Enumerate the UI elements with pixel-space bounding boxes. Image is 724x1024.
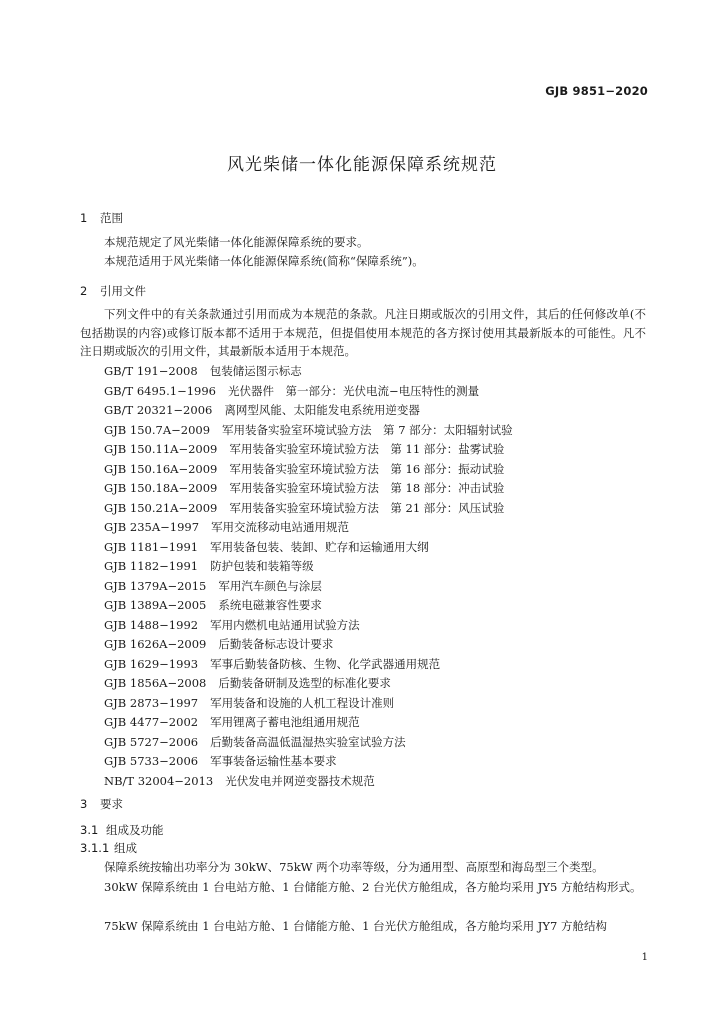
reference-item: [104, 694, 513, 714]
reference-name: 防护包装和装箱等级: [210, 559, 314, 573]
reference-code: GJB 235A−1997: [104, 520, 200, 534]
reference-name: 军用装备和设施的人机工程设计准则: [210, 695, 395, 710]
reference-name: 军用装备实验室环境试验方法 第 7 部分：太阳辐射试验: [222, 422, 513, 437]
reference-code: NB/T 32004−2013: [104, 773, 214, 788]
reference-name: 军用装备实验室环境试验方法 第 21 部分：风压试验: [229, 500, 505, 515]
reference-item: [104, 401, 513, 421]
document-title: 风光柴储一体化能源保障系统规范: [227, 155, 497, 175]
reference-item: [104, 655, 513, 675]
reference-name: 光伏发电并网逆变器技术规范: [225, 773, 375, 788]
reference-item: [104, 733, 513, 753]
reference-name: 后勤装备高温低温湿热实验室试验方法: [210, 734, 406, 749]
reference-item: [104, 538, 513, 558]
subsection-3-1-1-heading: [80, 840, 137, 856]
reference-item: [104, 577, 513, 597]
reference-code: GB/T 191−2008: [104, 364, 198, 378]
reference-item: [104, 440, 513, 460]
reference-item: [104, 772, 513, 792]
reference-code: GJB 1629−1993: [104, 656, 199, 671]
reference-item: [104, 616, 513, 636]
reference-name: 离网型风能、太阳能发电系统用逆变器: [224, 403, 420, 417]
scope-paragraph-2: 本规范适用于风光柴储一体化能源保障系统(简称“保障系统”)。: [104, 254, 424, 268]
reference-item: [104, 499, 513, 519]
subsection-title: 组成及功能: [106, 823, 164, 837]
section-1-heading: [80, 210, 123, 226]
reference-code: GJB 1626A−2009: [104, 637, 207, 651]
reference-item: [104, 674, 513, 694]
reference-name: 军事装备运输性基本要求: [210, 754, 337, 768]
reference-code: GJB 1181−1991: [104, 539, 199, 554]
subsection-number: 3.1.1: [80, 841, 110, 855]
reference-item: [104, 635, 513, 655]
reference-code: GJB 5727−2006: [104, 734, 199, 749]
reference-code: GJB 4477−2002: [104, 715, 199, 729]
reference-item: [104, 382, 513, 402]
reference-name: 军用装备实验室环境试验方法 第 16 部分：振动试验: [229, 461, 505, 476]
subsection-3-1-heading: [80, 822, 164, 838]
reference-name: 军用装备实验室环境试验方法 第 11 部分：盐雾试验: [229, 442, 505, 456]
scope-paragraph-1: 本规范规定了风光柴储一体化能源保障系统的要求。: [104, 235, 369, 249]
reference-name: 系统电磁兼容性要求: [218, 598, 322, 612]
references-intro: 下列文件中的有关条款通过引用而成为本规范的条款。凡注日期或版次的引用文件，其后的任何修改单(不包括勘误的内容)或修订版本都不适用于本规范，但提倡使用本规范的各方探讨使用其最新版本的可能性。凡不注日期或版次的引用文件，其最新版本适用于本规范。: [80, 307, 646, 358]
standard-code: GJB 9851−2020: [545, 84, 648, 98]
reference-item: [104, 479, 513, 499]
reference-code: GJB 150.16A−2009: [104, 461, 218, 476]
reference-code: GJB 1488−1992: [104, 617, 199, 632]
reference-item: [104, 518, 513, 538]
composition-paragraph-1: 保障系统按输出功率分为 30kW、75kW 两个功率等级，分为通用型、高原型和海岛型三个类型。: [104, 860, 604, 874]
reference-name: 军用交流移动电站通用规范: [211, 520, 350, 534]
subsection-number: 3.1: [80, 823, 99, 837]
reference-code: GJB 150.18A−2009: [104, 481, 218, 495]
reference-name: 包装储运图示标志: [209, 364, 302, 378]
section-number: 1: [80, 211, 88, 225]
section-number: 2: [80, 284, 88, 298]
reference-name: 军用装备包装、装卸、贮存和运输通用大纲: [210, 539, 429, 554]
reference-item: [104, 460, 513, 480]
reference-code: GJB 1856A−2008: [104, 676, 207, 690]
reference-code: GB/T 6495.1−1996: [104, 383, 216, 398]
reference-item: [104, 362, 513, 382]
reference-name: 军用装备实验室环境试验方法 第 18 部分：冲击试验: [229, 481, 505, 495]
section-title: 引用文件: [100, 284, 146, 298]
section-title: 要求: [100, 797, 123, 811]
reference-name: 军用锂离子蓄电池组通用规范: [210, 715, 360, 729]
reference-code: GB/T 20321−2006: [104, 403, 213, 417]
reference-code: GJB 150.7A−2009: [104, 422, 211, 437]
subsection-title: 组成: [114, 841, 137, 855]
reference-code: GJB 5733−2006: [104, 754, 199, 768]
reference-name: 后勤装备标志设计要求: [218, 637, 334, 651]
section-number: 3: [80, 797, 88, 811]
reference-item: [104, 421, 513, 441]
reference-code: GJB 150.21A−2009: [104, 500, 218, 515]
reference-code: GJB 1379A−2015: [104, 578, 207, 593]
reference-code: GJB 150.11A−2009: [104, 442, 218, 456]
reference-name: 后勤装备研制及选型的标准化要求: [218, 676, 391, 690]
composition-paragraph-3: 75kW 保障系统由 1 台电站方舱、1 台储能方舱、1 台光伏方舱组成，各方舱均采用 JY7 方舱结构: [104, 919, 607, 933]
reference-code: GJB 2873−1997: [104, 695, 199, 710]
section-title: 范围: [100, 211, 123, 225]
reference-item: [104, 713, 513, 733]
composition-paragraph-2: 30kW 保障系统由 1 台电站方舱、1 台储能方舱、2 台光伏方舱组成，各方舱均采用 JY5 方舱结构形式。: [104, 880, 642, 894]
reference-item: [104, 557, 513, 577]
reference-name: 军用内燃机电站通用试验方法: [210, 617, 360, 632]
reference-code: GJB 1182−1991: [104, 559, 199, 573]
reference-item: [104, 752, 513, 772]
reference-list: [104, 362, 513, 791]
reference-name: 军事后勤装备防核、生物、化学武器通用规范: [210, 656, 441, 671]
page-number: 1: [641, 952, 648, 963]
section-3-heading: [80, 796, 123, 812]
reference-item: [104, 596, 513, 616]
section-2-heading: [80, 283, 146, 299]
reference-name: 军用汽车颜色与涂层: [218, 578, 322, 593]
reference-code: GJB 1389A−2005: [104, 598, 207, 612]
reference-name: 光伏器件 第一部分：光伏电流−电压特性的测量: [227, 383, 480, 398]
